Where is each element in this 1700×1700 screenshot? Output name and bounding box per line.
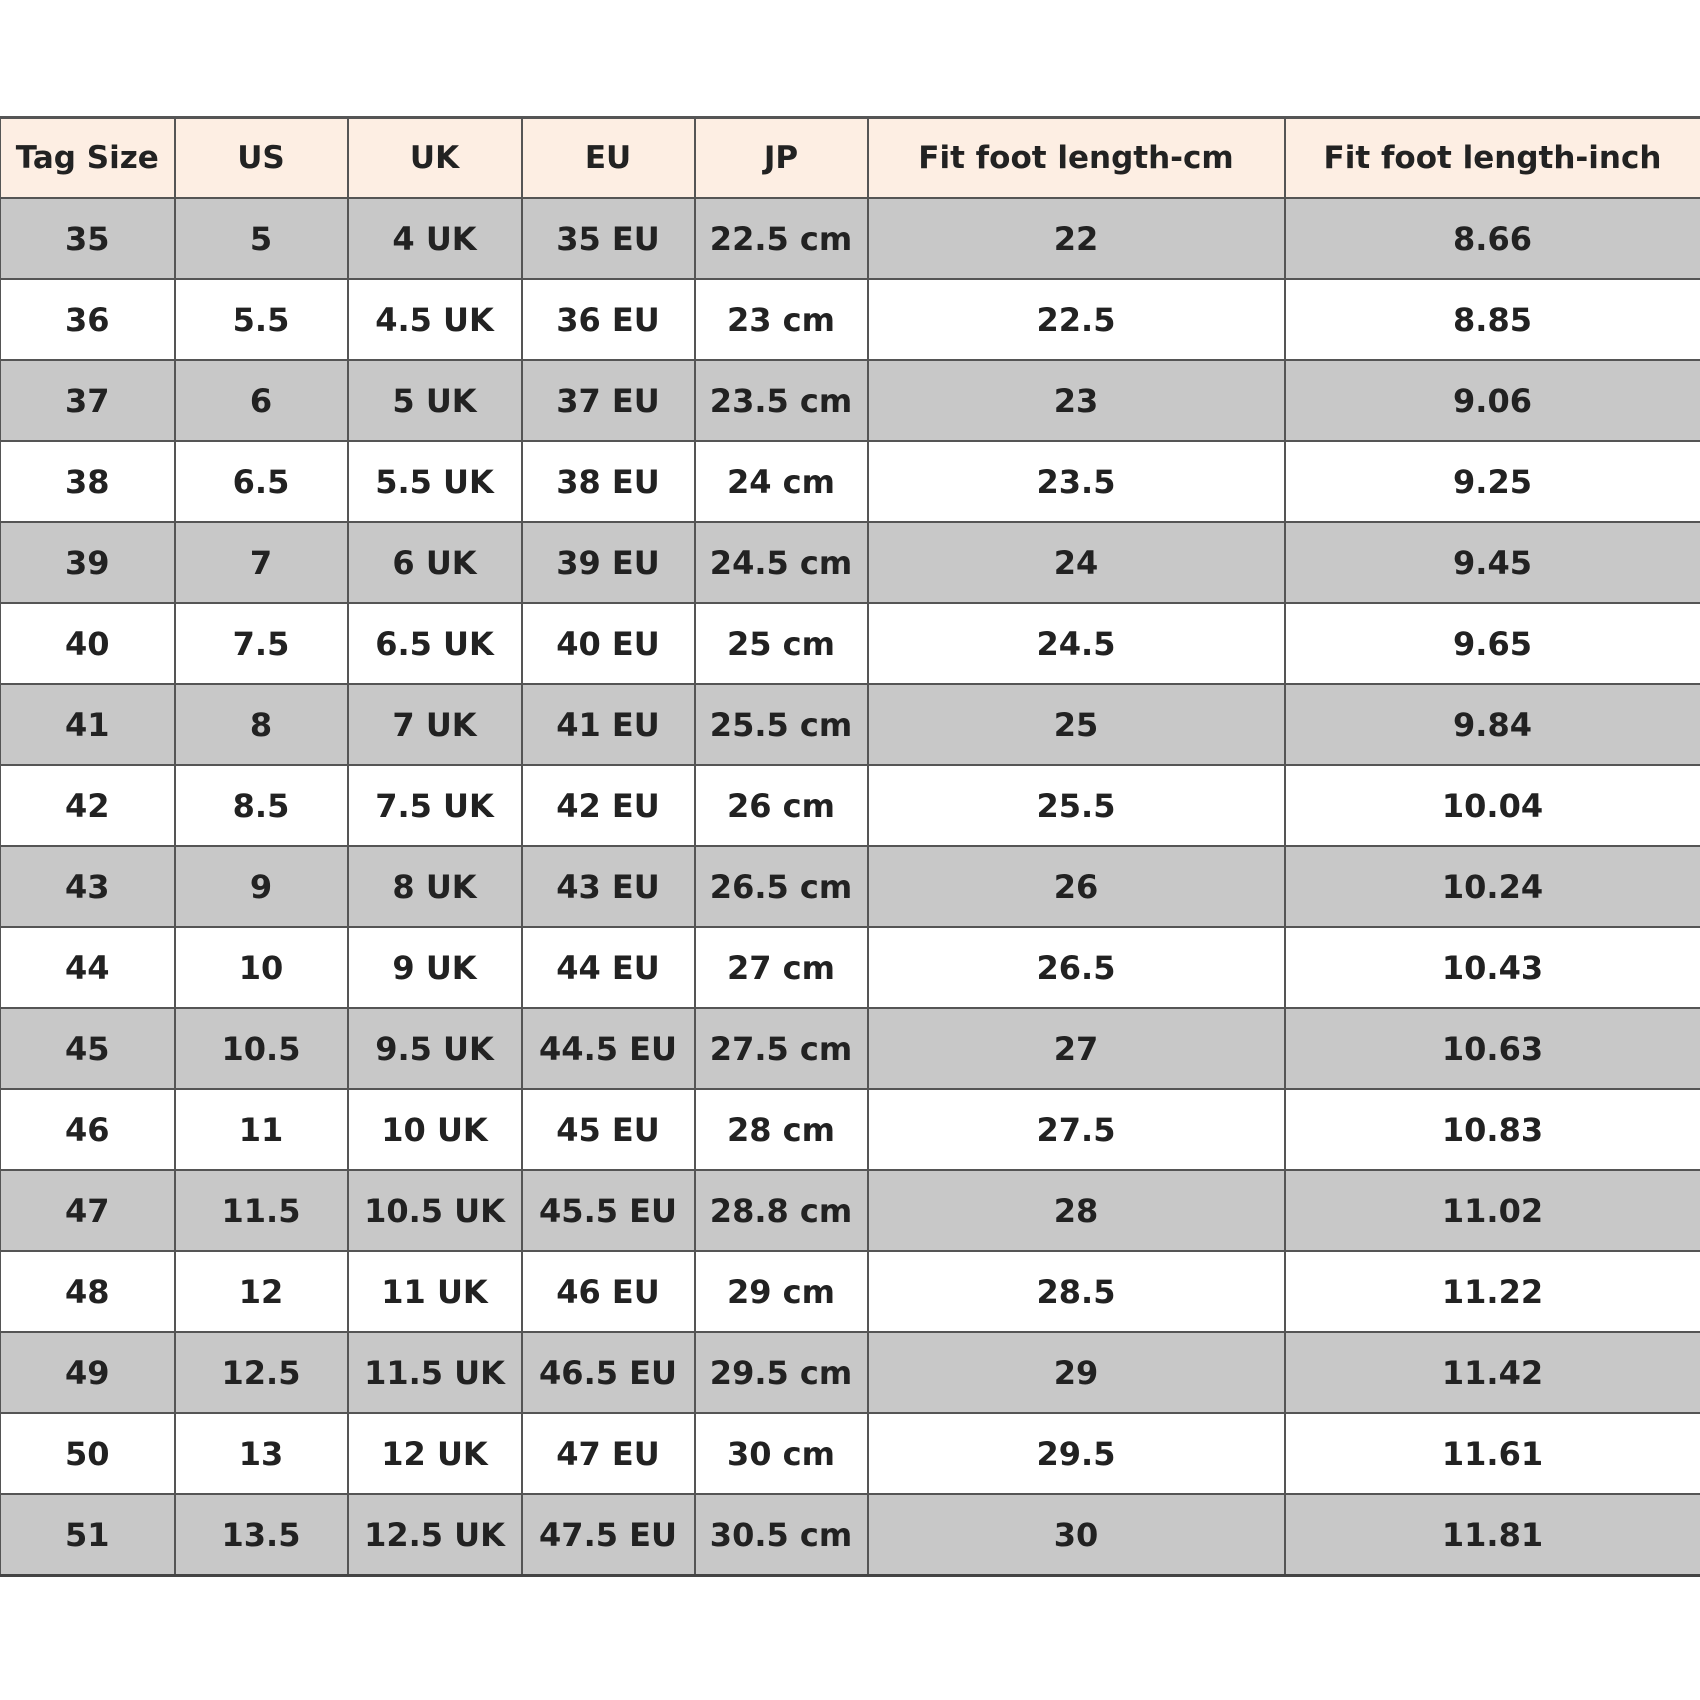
cell-fit-inch: 8.66 [1285,198,1700,279]
table-row [1,522,1700,603]
cell-fit-inch: 10.04 [1285,765,1700,846]
cell-tag-size: 49 [1,1332,175,1413]
cell-tag-size: 37 [1,360,175,441]
cell-jp: 25 cm [695,603,868,684]
cell-jp: 22.5 cm [695,198,868,279]
cell-uk: 9.5 UK [348,1008,522,1089]
table-row [1,603,1700,684]
size-chart-table [0,116,1700,1577]
header-us: US [175,118,348,199]
cell-fit-inch: 9.45 [1285,522,1700,603]
cell-tag-size: 40 [1,603,175,684]
cell-fit-cm: 24.5 [868,603,1285,684]
cell-us: 12.5 [175,1332,348,1413]
cell-fit-inch: 10.83 [1285,1089,1700,1170]
cell-tag-size: 42 [1,765,175,846]
cell-fit-inch: 10.63 [1285,1008,1700,1089]
cell-jp: 27 cm [695,927,868,1008]
table-row [1,360,1700,441]
cell-jp: 24 cm [695,441,868,522]
cell-jp: 28.8 cm [695,1170,868,1251]
cell-tag-size: 48 [1,1251,175,1332]
cell-uk: 7 UK [348,684,522,765]
cell-eu: 37 EU [522,360,695,441]
cell-tag-size: 35 [1,198,175,279]
cell-us: 11.5 [175,1170,348,1251]
table-row [1,1494,1700,1576]
header-uk: UK [348,118,522,199]
cell-us: 13 [175,1413,348,1494]
cell-uk: 9 UK [348,927,522,1008]
cell-uk: 10.5 UK [348,1170,522,1251]
cell-uk: 11 UK [348,1251,522,1332]
cell-eu: 47 EU [522,1413,695,1494]
cell-tag-size: 45 [1,1008,175,1089]
table-row [1,1170,1700,1251]
cell-tag-size: 41 [1,684,175,765]
cell-eu: 41 EU [522,684,695,765]
cell-jp: 27.5 cm [695,1008,868,1089]
cell-eu: 38 EU [522,441,695,522]
cell-us: 9 [175,846,348,927]
table-row [1,1413,1700,1494]
cell-uk: 6 UK [348,522,522,603]
cell-eu: 36 EU [522,279,695,360]
table-row [1,765,1700,846]
cell-fit-cm: 27 [868,1008,1285,1089]
table-row [1,1332,1700,1413]
cell-fit-inch: 9.25 [1285,441,1700,522]
header-fit-foot-length-cm: Fit foot length-cm [868,118,1285,199]
cell-jp: 23 cm [695,279,868,360]
cell-eu: 44 EU [522,927,695,1008]
cell-us: 10 [175,927,348,1008]
cell-us: 7.5 [175,603,348,684]
cell-fit-inch: 11.81 [1285,1494,1700,1576]
cell-eu: 46.5 EU [522,1332,695,1413]
table-row [1,684,1700,765]
cell-fit-inch: 11.61 [1285,1413,1700,1494]
header-eu: EU [522,118,695,199]
table-row [1,1251,1700,1332]
cell-fit-cm: 22.5 [868,279,1285,360]
cell-tag-size: 38 [1,441,175,522]
cell-jp: 23.5 cm [695,360,868,441]
cell-fit-cm: 25.5 [868,765,1285,846]
cell-jp: 29 cm [695,1251,868,1332]
cell-eu: 35 EU [522,198,695,279]
cell-tag-size: 44 [1,927,175,1008]
cell-uk: 5.5 UK [348,441,522,522]
cell-fit-cm: 30 [868,1494,1285,1576]
table-row [1,198,1700,279]
cell-uk: 7.5 UK [348,765,522,846]
cell-tag-size: 46 [1,1089,175,1170]
table-body [1,198,1700,1576]
cell-us: 13.5 [175,1494,348,1576]
cell-us: 10.5 [175,1008,348,1089]
cell-fit-inch: 9.65 [1285,603,1700,684]
cell-fit-cm: 28.5 [868,1251,1285,1332]
cell-tag-size: 36 [1,279,175,360]
cell-uk: 4 UK [348,198,522,279]
cell-fit-cm: 27.5 [868,1089,1285,1170]
cell-fit-inch: 11.02 [1285,1170,1700,1251]
cell-fit-inch: 8.85 [1285,279,1700,360]
header-jp: JP [695,118,868,199]
cell-fit-cm: 25 [868,684,1285,765]
cell-us: 8 [175,684,348,765]
cell-fit-cm: 23.5 [868,441,1285,522]
cell-us: 12 [175,1251,348,1332]
cell-us: 6.5 [175,441,348,522]
cell-fit-cm: 24 [868,522,1285,603]
table-row [1,441,1700,522]
cell-uk: 10 UK [348,1089,522,1170]
table-row [1,1008,1700,1089]
cell-jp: 24.5 cm [695,522,868,603]
cell-us: 11 [175,1089,348,1170]
cell-eu: 46 EU [522,1251,695,1332]
cell-eu: 47.5 EU [522,1494,695,1576]
cell-uk: 6.5 UK [348,603,522,684]
table-header [1,118,1700,199]
cell-fit-cm: 29 [868,1332,1285,1413]
cell-eu: 45 EU [522,1089,695,1170]
cell-fit-cm: 26.5 [868,927,1285,1008]
cell-fit-inch: 10.43 [1285,927,1700,1008]
cell-fit-inch: 10.24 [1285,846,1700,927]
cell-jp: 26 cm [695,765,868,846]
cell-eu: 45.5 EU [522,1170,695,1251]
cell-us: 7 [175,522,348,603]
cell-us: 8.5 [175,765,348,846]
cell-fit-inch: 9.84 [1285,684,1700,765]
table-row [1,927,1700,1008]
cell-fit-cm: 29.5 [868,1413,1285,1494]
cell-eu: 44.5 EU [522,1008,695,1089]
table-row [1,279,1700,360]
cell-fit-cm: 28 [868,1170,1285,1251]
cell-uk: 11.5 UK [348,1332,522,1413]
cell-fit-inch: 11.42 [1285,1332,1700,1413]
cell-eu: 43 EU [522,846,695,927]
cell-fit-inch: 11.22 [1285,1251,1700,1332]
cell-jp: 29.5 cm [695,1332,868,1413]
table-row [1,1089,1700,1170]
cell-tag-size: 43 [1,846,175,927]
cell-jp: 30 cm [695,1413,868,1494]
cell-tag-size: 47 [1,1170,175,1251]
header-tag-size: Tag Size [1,118,175,199]
cell-us: 5.5 [175,279,348,360]
cell-jp: 30.5 cm [695,1494,868,1576]
cell-eu: 42 EU [522,765,695,846]
cell-fit-inch: 9.06 [1285,360,1700,441]
cell-tag-size: 51 [1,1494,175,1576]
cell-uk: 8 UK [348,846,522,927]
cell-jp: 26.5 cm [695,846,868,927]
cell-uk: 5 UK [348,360,522,441]
cell-us: 5 [175,198,348,279]
cell-tag-size: 50 [1,1413,175,1494]
cell-eu: 40 EU [522,603,695,684]
cell-jp: 25.5 cm [695,684,868,765]
cell-fit-cm: 22 [868,198,1285,279]
cell-uk: 12 UK [348,1413,522,1494]
cell-us: 6 [175,360,348,441]
cell-uk: 4.5 UK [348,279,522,360]
cell-jp: 28 cm [695,1089,868,1170]
header-row [1,118,1700,199]
cell-fit-cm: 26 [868,846,1285,927]
header-fit-foot-length-inch: Fit foot length-inch [1285,118,1700,199]
cell-fit-cm: 23 [868,360,1285,441]
cell-uk: 12.5 UK [348,1494,522,1576]
table-row [1,846,1700,927]
cell-eu: 39 EU [522,522,695,603]
cell-tag-size: 39 [1,522,175,603]
